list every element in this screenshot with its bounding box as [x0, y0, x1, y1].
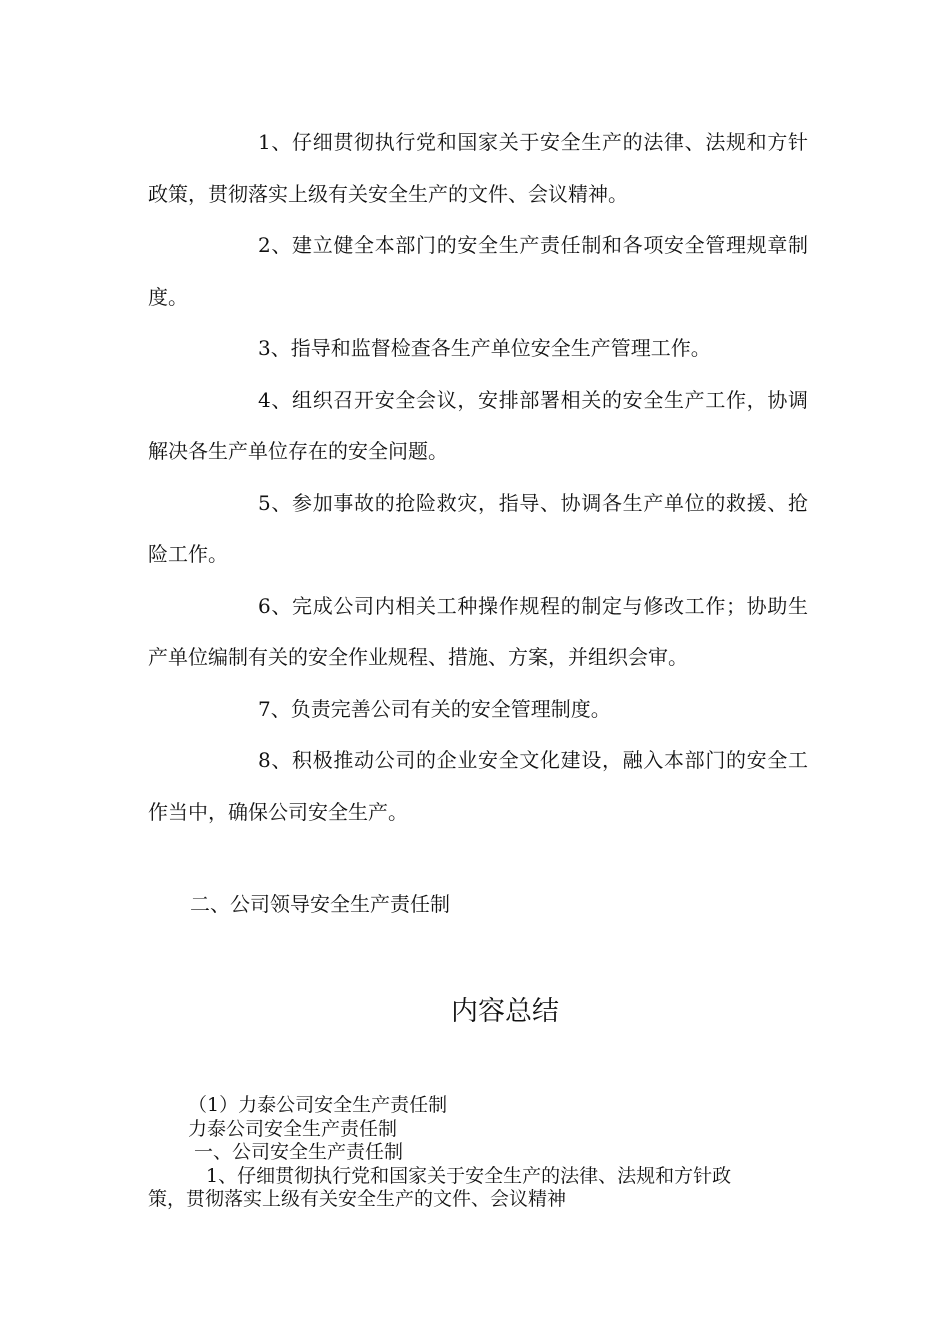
responsibility-list [148, 117, 808, 838]
responsibility-item-8: 8、积极推动公司的企业安全文化建设，融入本部门的安全工作当中，确保公司安全生产。 [148, 748, 808, 824]
responsibility-item-4: 4、组织召开安全会议，安排部署相关的安全生产工作，协调解决各生产单位存在的安全问题。 [148, 387, 808, 463]
summary-line: 策，贯彻落实上级有关安全生产的文件、会议精神 [148, 1188, 567, 1210]
summary-line: 一、公司安全生产责任制 [194, 1141, 404, 1163]
responsibility-item-2: 2、建立健全本部门的安全生产责任制和各项安全管理规章制度。 [148, 233, 808, 309]
summary-block [148, 1094, 788, 1212]
summary-title: 内容总结 [451, 996, 559, 1027]
summary-line: （1）力泰公司安全生产责任制 [188, 1094, 448, 1116]
summary-line: 1、仔细贯彻执行党和国家关于安全生产的法律、法规和方针政 [206, 1164, 732, 1187]
responsibility-item-6: 6、完成公司内相关工种操作规程的制定与修改工作；协助生产单位编制有关的安全作业规程、措施、方案，并组织会审。 [148, 593, 808, 669]
responsibility-item-3: 3、指导和监督检查各生产单位安全生产管理工作。 [258, 336, 711, 360]
responsibility-item-7: 7、负责完善公司有关的安全管理制度。 [258, 696, 611, 721]
responsibility-item-1: 1、仔细贯彻执行党和国家关于安全生产的法律、法规和方针政策，贯彻落实上级有关安全生产的文件、会议精神。 [148, 130, 808, 206]
summary-line: 力泰公司安全生产责任制 [188, 1117, 398, 1140]
responsibility-item-5: 5、参加事故的抢险救灾，指导、协调各生产单位的救援、抢险工作。 [148, 490, 808, 566]
section-heading: 二、公司领导安全生产责任制 [190, 892, 450, 916]
